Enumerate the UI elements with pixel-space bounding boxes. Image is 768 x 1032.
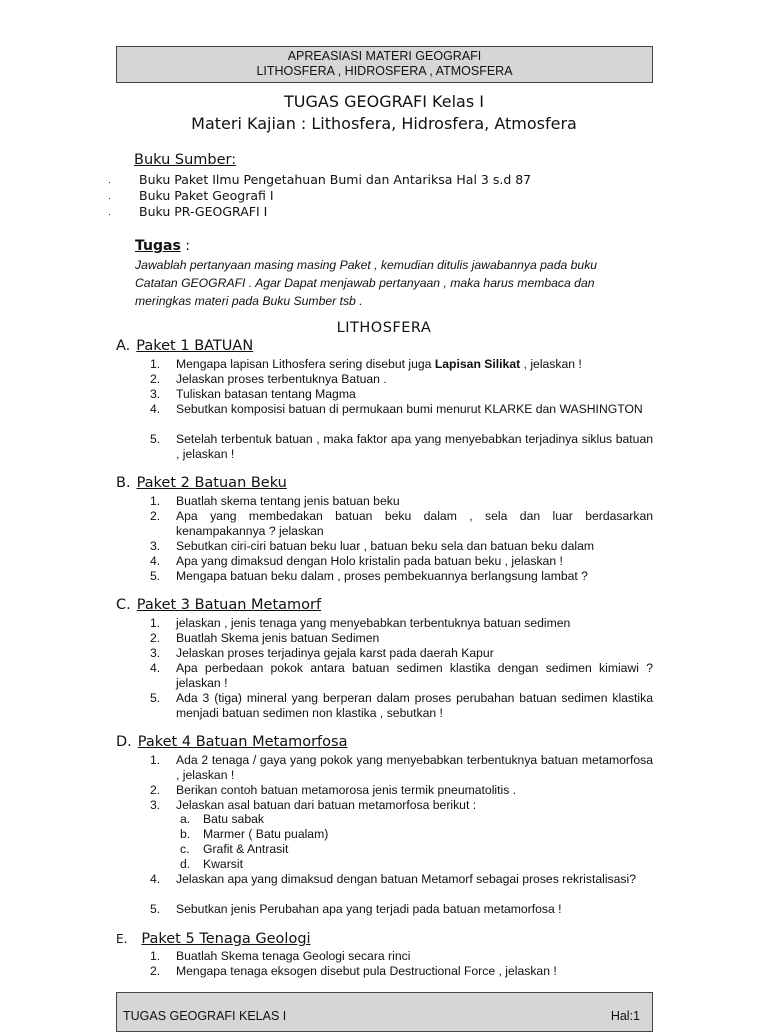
question-item: 2. Jelaskan proses terbentuknya Batuan . xyxy=(150,372,387,386)
paket-letter: B. xyxy=(116,475,131,491)
footer-left: TUGAS GEOGRAFI KELAS I xyxy=(123,1009,287,1023)
paket-letter: E. xyxy=(116,932,128,946)
paket-letter: C. xyxy=(116,597,131,613)
question-item: 5. Sebutkan jenis Perubahan apa yang terjadi pada batuan metamorfosa ! xyxy=(150,902,562,916)
question-item: 1. Mengapa lapisan Lithosfera sering disebut juga Lapisan Silikat , jelaskan ! xyxy=(150,357,582,371)
paket-letter: A. xyxy=(116,338,131,354)
document-footer xyxy=(116,992,653,1032)
paket-2-heading xyxy=(116,475,287,491)
question-text: , jelaskan ! xyxy=(520,357,582,371)
question-emphasis: Lapisan Silikat xyxy=(434,357,521,371)
tugas-colon: : xyxy=(180,238,190,254)
question-item: 2. Buatlah Skema jenis batuan Sedimen xyxy=(150,631,380,645)
question-item: 5. Ada 3 (tiga) mineral yang berperan dalam proses perubahan batuan sedimen klastika menjadi batuan sedimen non klastika , sebutkan ! xyxy=(150,691,653,720)
page-title: TUGAS GEOGRAFI Kelas I xyxy=(284,92,484,111)
question-item: 2. Apa yang membedakan batuan beku dalam , sela dan luar berdasarkan kenampakannya ? jelaskan xyxy=(150,509,653,538)
paket-title: Paket 1 BATUAN xyxy=(136,338,254,354)
sub-item: a. Batu sabak xyxy=(180,812,264,826)
sumber-item: Buku Paket Geografi I xyxy=(139,188,274,203)
header-line-2: LITHOSFERA , HIDROSFERA , ATMOSFERA xyxy=(256,64,513,78)
question-item: 1. jelaskan , jenis tenaga yang menyebabkan terbentuknya batuan sedimen xyxy=(150,616,571,630)
paket-title: Paket 5 Tenaga Geologi xyxy=(141,931,311,947)
sub-item: b. Marmer ( Batu pualam) xyxy=(180,827,329,841)
bullet-icon: · xyxy=(108,193,111,203)
paket-letter: D. xyxy=(116,734,132,750)
tugas-line: Catatan GEOGRAFI . Agar Dapat menjawab pertanyaan , maka harus membaca dan xyxy=(135,276,595,290)
page-number: Hal:1 xyxy=(610,1009,640,1023)
tugas-line: meringkas materi pada Buku Sumber tsb . xyxy=(135,294,363,308)
sumber-heading: Buku Sumber: xyxy=(134,152,237,168)
bullet-icon: · xyxy=(108,177,111,187)
tugas-heading xyxy=(135,238,190,254)
question-item: 5. Setelah terbentuk batuan , maka faktor apa yang menyebabkan terjadinya siklus batuan , jelaskan ! xyxy=(150,432,653,461)
question-item: 3. Sebutkan ciri-ciri batuan beku luar , batuan beku sela dan batuan beku dalam xyxy=(150,539,595,553)
question-item: 4. Apa perbedaan pokok antara batuan sedimen klastika dengan sedimen kimiawi ? jelaskan ! xyxy=(150,661,653,690)
tugas-label: Tugas xyxy=(135,238,181,254)
question-item: 1. Buatlah Skema tenaga Geologi secara rinci xyxy=(150,949,411,963)
paket-title: Paket 4 Batuan Metamorfosa xyxy=(137,734,348,750)
question-item: 3. Tuliskan batasan tentang Magma xyxy=(150,387,356,401)
sub-item: d. Kwarsit xyxy=(180,857,243,871)
question-item: 2. Berikan contoh batuan metamorosa jenis termik pneumatolitis . xyxy=(150,783,517,797)
paket-title: Paket 2 Batuan Beku xyxy=(136,475,287,491)
tugas-instructions xyxy=(135,256,652,310)
question-text: Mengapa lapisan Lithosfera sering disebut juga xyxy=(176,357,435,371)
paket-1-heading xyxy=(116,338,253,354)
page-subtitle: Materi Kajian : Lithosfera, Hidrosfera, Atmosfera xyxy=(191,114,577,133)
header-line-1: APREASIASI MATERI GEOGRAFI xyxy=(287,49,482,63)
question-item: 4. Apa yang dimaksud dengan Holo kristalin pada batuan beku , jelaskan ! xyxy=(150,554,563,568)
question-item: 4. Sebutkan komposisi batuan di permukaan bumi menurut KLARKE dan WASHINGTON xyxy=(150,402,643,416)
tugas-line: Jawablah pertanyaan masing masing Paket , kemudian ditulis jawabannya pada buku xyxy=(135,258,598,272)
paket-4-heading xyxy=(116,734,347,750)
question-item: 3. Jelaskan asal batuan dari batuan metamorfosa berikut : xyxy=(150,798,477,812)
sub-item: c. Grafit & Antrasit xyxy=(180,842,289,856)
sumber-item: Buku PR-GEOGRAFI I xyxy=(139,204,268,219)
paket-5-heading xyxy=(116,931,311,947)
document-header xyxy=(116,46,653,83)
sumber-item: Buku Paket Ilmu Pengetahuan Bumi dan Antariksa Hal 3 s.d 87 xyxy=(139,172,532,187)
question-item: 5. Mengapa batuan beku dalam , proses pembekuannya berlangsung lambat ? xyxy=(150,569,588,583)
question-item: 4. Jelaskan apa yang dimaksud dengan batuan Metamorf sebagai proses rekristalisasi? xyxy=(150,872,637,886)
question-item: 1. Ada 2 tenaga / gaya yang pokok yang menyebabkan terbentuknya batuan metamorfosa , jelaskan ! xyxy=(150,753,653,782)
bullet-icon: · xyxy=(108,209,111,219)
question-item: 3. Jelaskan proses terjadinya gejala karst pada daerah Kapur xyxy=(150,646,494,660)
paket-3-heading xyxy=(116,597,321,613)
paket-title: Paket 3 Batuan Metamorf xyxy=(136,597,322,613)
question-item: 2. Mengapa tenaga eksogen disebut pula Destructional Force , jelaskan ! xyxy=(150,964,557,978)
section-heading: LITHOSFERA xyxy=(336,320,432,336)
question-item: 1. Buatlah skema tentang jenis batuan beku xyxy=(150,494,400,508)
